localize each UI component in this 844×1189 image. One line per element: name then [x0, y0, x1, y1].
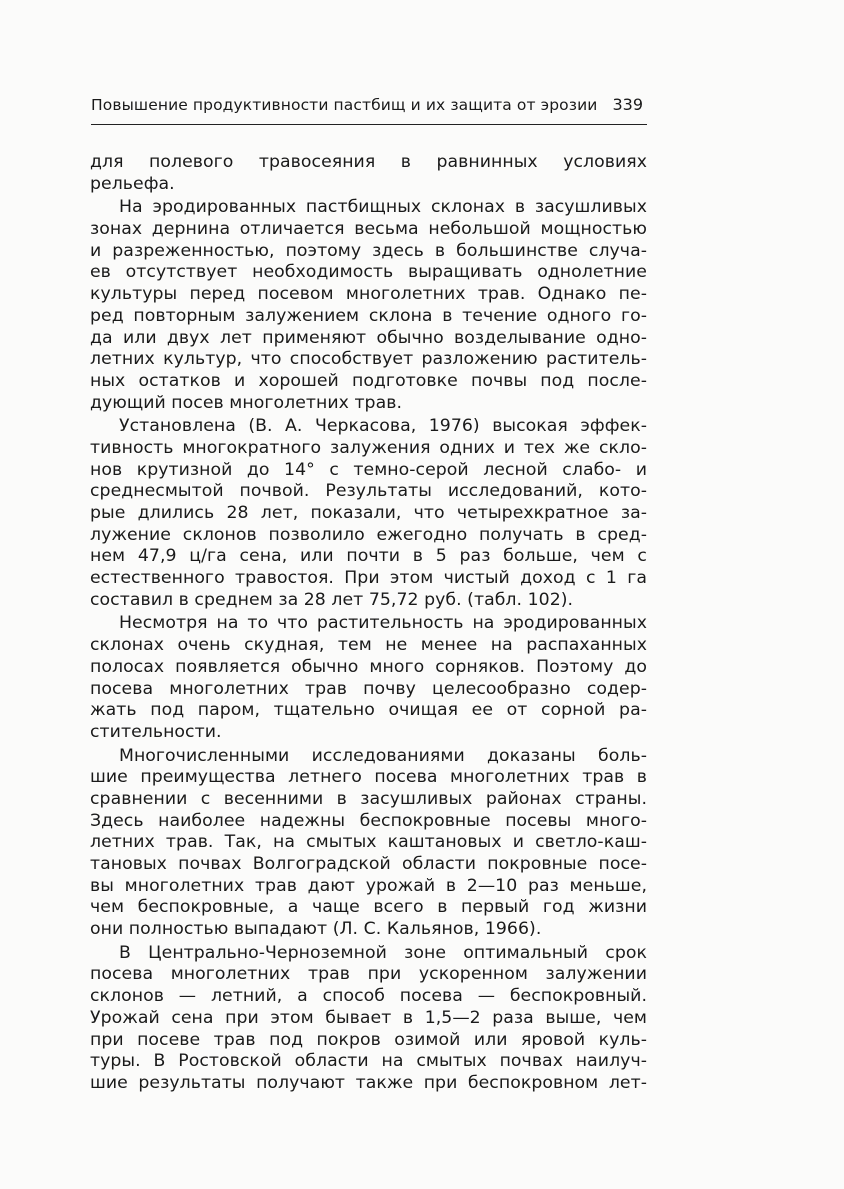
- text-line: при посеве трав под покров озимой или яровой куль-: [90, 1029, 647, 1050]
- text-line: лужение склонов позволило ежегодно получать в сред-: [90, 524, 647, 545]
- text-line: склонов — летний, а способ посева — беспокровный.: [90, 986, 647, 1007]
- text-line: среднесмытой почвой. Результаты исследований, кото-: [90, 481, 647, 502]
- running-header-title: Повышение продуктивности пастбищ и их защита от эрозии: [91, 96, 598, 114]
- text-line: ев отсутствует необходимость выращивать однолетние: [90, 262, 647, 283]
- text-line: стительности.: [90, 721, 222, 742]
- body-text: [90, 152, 647, 1095]
- text-line: составил в среднем за 28 лет 75,72 руб. (табл. 102).: [90, 589, 574, 610]
- text-line: вы многолетних трав дают урожай в 2—10 раз меньше,: [90, 875, 647, 896]
- text-line: Несмотря на то что растительность на эродированных: [119, 613, 647, 634]
- text-line: шие результаты получают также при беспокровном лет-: [90, 1072, 647, 1093]
- text-line: посева многолетних трав почву целесообразно содер-: [90, 678, 647, 699]
- text-line: На эродированных пастбищных склонах в засушливых: [119, 197, 647, 218]
- text-line: Здесь наиболее надежны беспокровные посевы много-: [90, 810, 647, 831]
- text-line: шие преимущества летнего посева многолетних трав в: [90, 767, 647, 788]
- text-line: они полностью выпадают (Л. С. Кальянов, 1966).: [90, 919, 542, 940]
- text-line: дующий посев многолетних трав.: [90, 392, 402, 413]
- text-line: рые длились 28 лет, показали, что четырехкратное за-: [90, 503, 647, 523]
- text-line: тивность многократного залужения одних и тех же скло-: [90, 437, 647, 458]
- text-line: нов крутизной до 14° с темно-серой лесной слабо- и: [90, 459, 647, 480]
- paragraph: [90, 416, 647, 611]
- text-line: тановых почвах Волгоградской области покровные посе-: [90, 854, 647, 874]
- text-line: Урожай сена при этом бывает в 1,5—2 раза выше, чем: [90, 1007, 647, 1028]
- text-line: летних трав. Так, на смытых каштановых и светло-каш-: [90, 832, 647, 853]
- text-line: туры. В Ростовской области на смытых почвах наилуч-: [90, 1051, 647, 1072]
- paragraph: [90, 746, 647, 941]
- text-line: посева многолетних трав при ускоренном залужении: [90, 964, 647, 985]
- text-line: и разреженностью, поэтому здесь в большинстве случа-: [90, 240, 647, 261]
- text-line: рельефа.: [90, 173, 175, 194]
- text-line: зонах дернина отличается весьма небольшой мощностью: [90, 219, 647, 240]
- text-line: культуры перед посевом многолетних трав. Однако пе-: [90, 284, 647, 305]
- running-header: [91, 92, 647, 125]
- text-line: В Центрально-Черноземной зоне оптимальный срок: [119, 942, 647, 963]
- text-line: ных остатков и хорошей подготовке почвы под после-: [90, 370, 647, 391]
- text-line: жать под паром, тщательно очищая ее от сорной ра-: [90, 700, 647, 721]
- text-line: ред повторным залужением склона в течение одного го-: [90, 305, 647, 326]
- text-line: чем беспокровные, а чаще всего в первый год жизни: [90, 897, 647, 918]
- text-line: летних культур, что способствует разложению раститель-: [90, 349, 647, 370]
- text-line: нем 47,9 ц/га сена, или почти в 5 раз больше, чем с: [90, 546, 647, 567]
- text-line: полосах появляется обычно много сорняков. Поэтому до: [90, 656, 647, 677]
- paragraph: [90, 152, 647, 195]
- text-line: естественного травостоя. При этом чистый доход с 1 га: [90, 568, 647, 589]
- paragraph: [90, 197, 647, 414]
- text-line: сравнении с весенними в засушливых районах страны.: [90, 788, 647, 809]
- paragraph: [90, 613, 647, 743]
- text-line: для полевого травосеяния в равнинных условиях: [90, 152, 647, 172]
- page-number: 339: [612, 95, 643, 114]
- text-line: склонах очень скудная, тем не менее на распаханных: [90, 635, 647, 656]
- text-line: Многочисленными исследованиями доказаны боль-: [119, 745, 647, 766]
- text-line: Установлена (В. А. Черкасова, 1976) высокая эффек-: [119, 416, 647, 437]
- paragraph: [90, 943, 647, 1095]
- text-line: да или двух лет применяют обычно возделывание одно-: [90, 327, 647, 348]
